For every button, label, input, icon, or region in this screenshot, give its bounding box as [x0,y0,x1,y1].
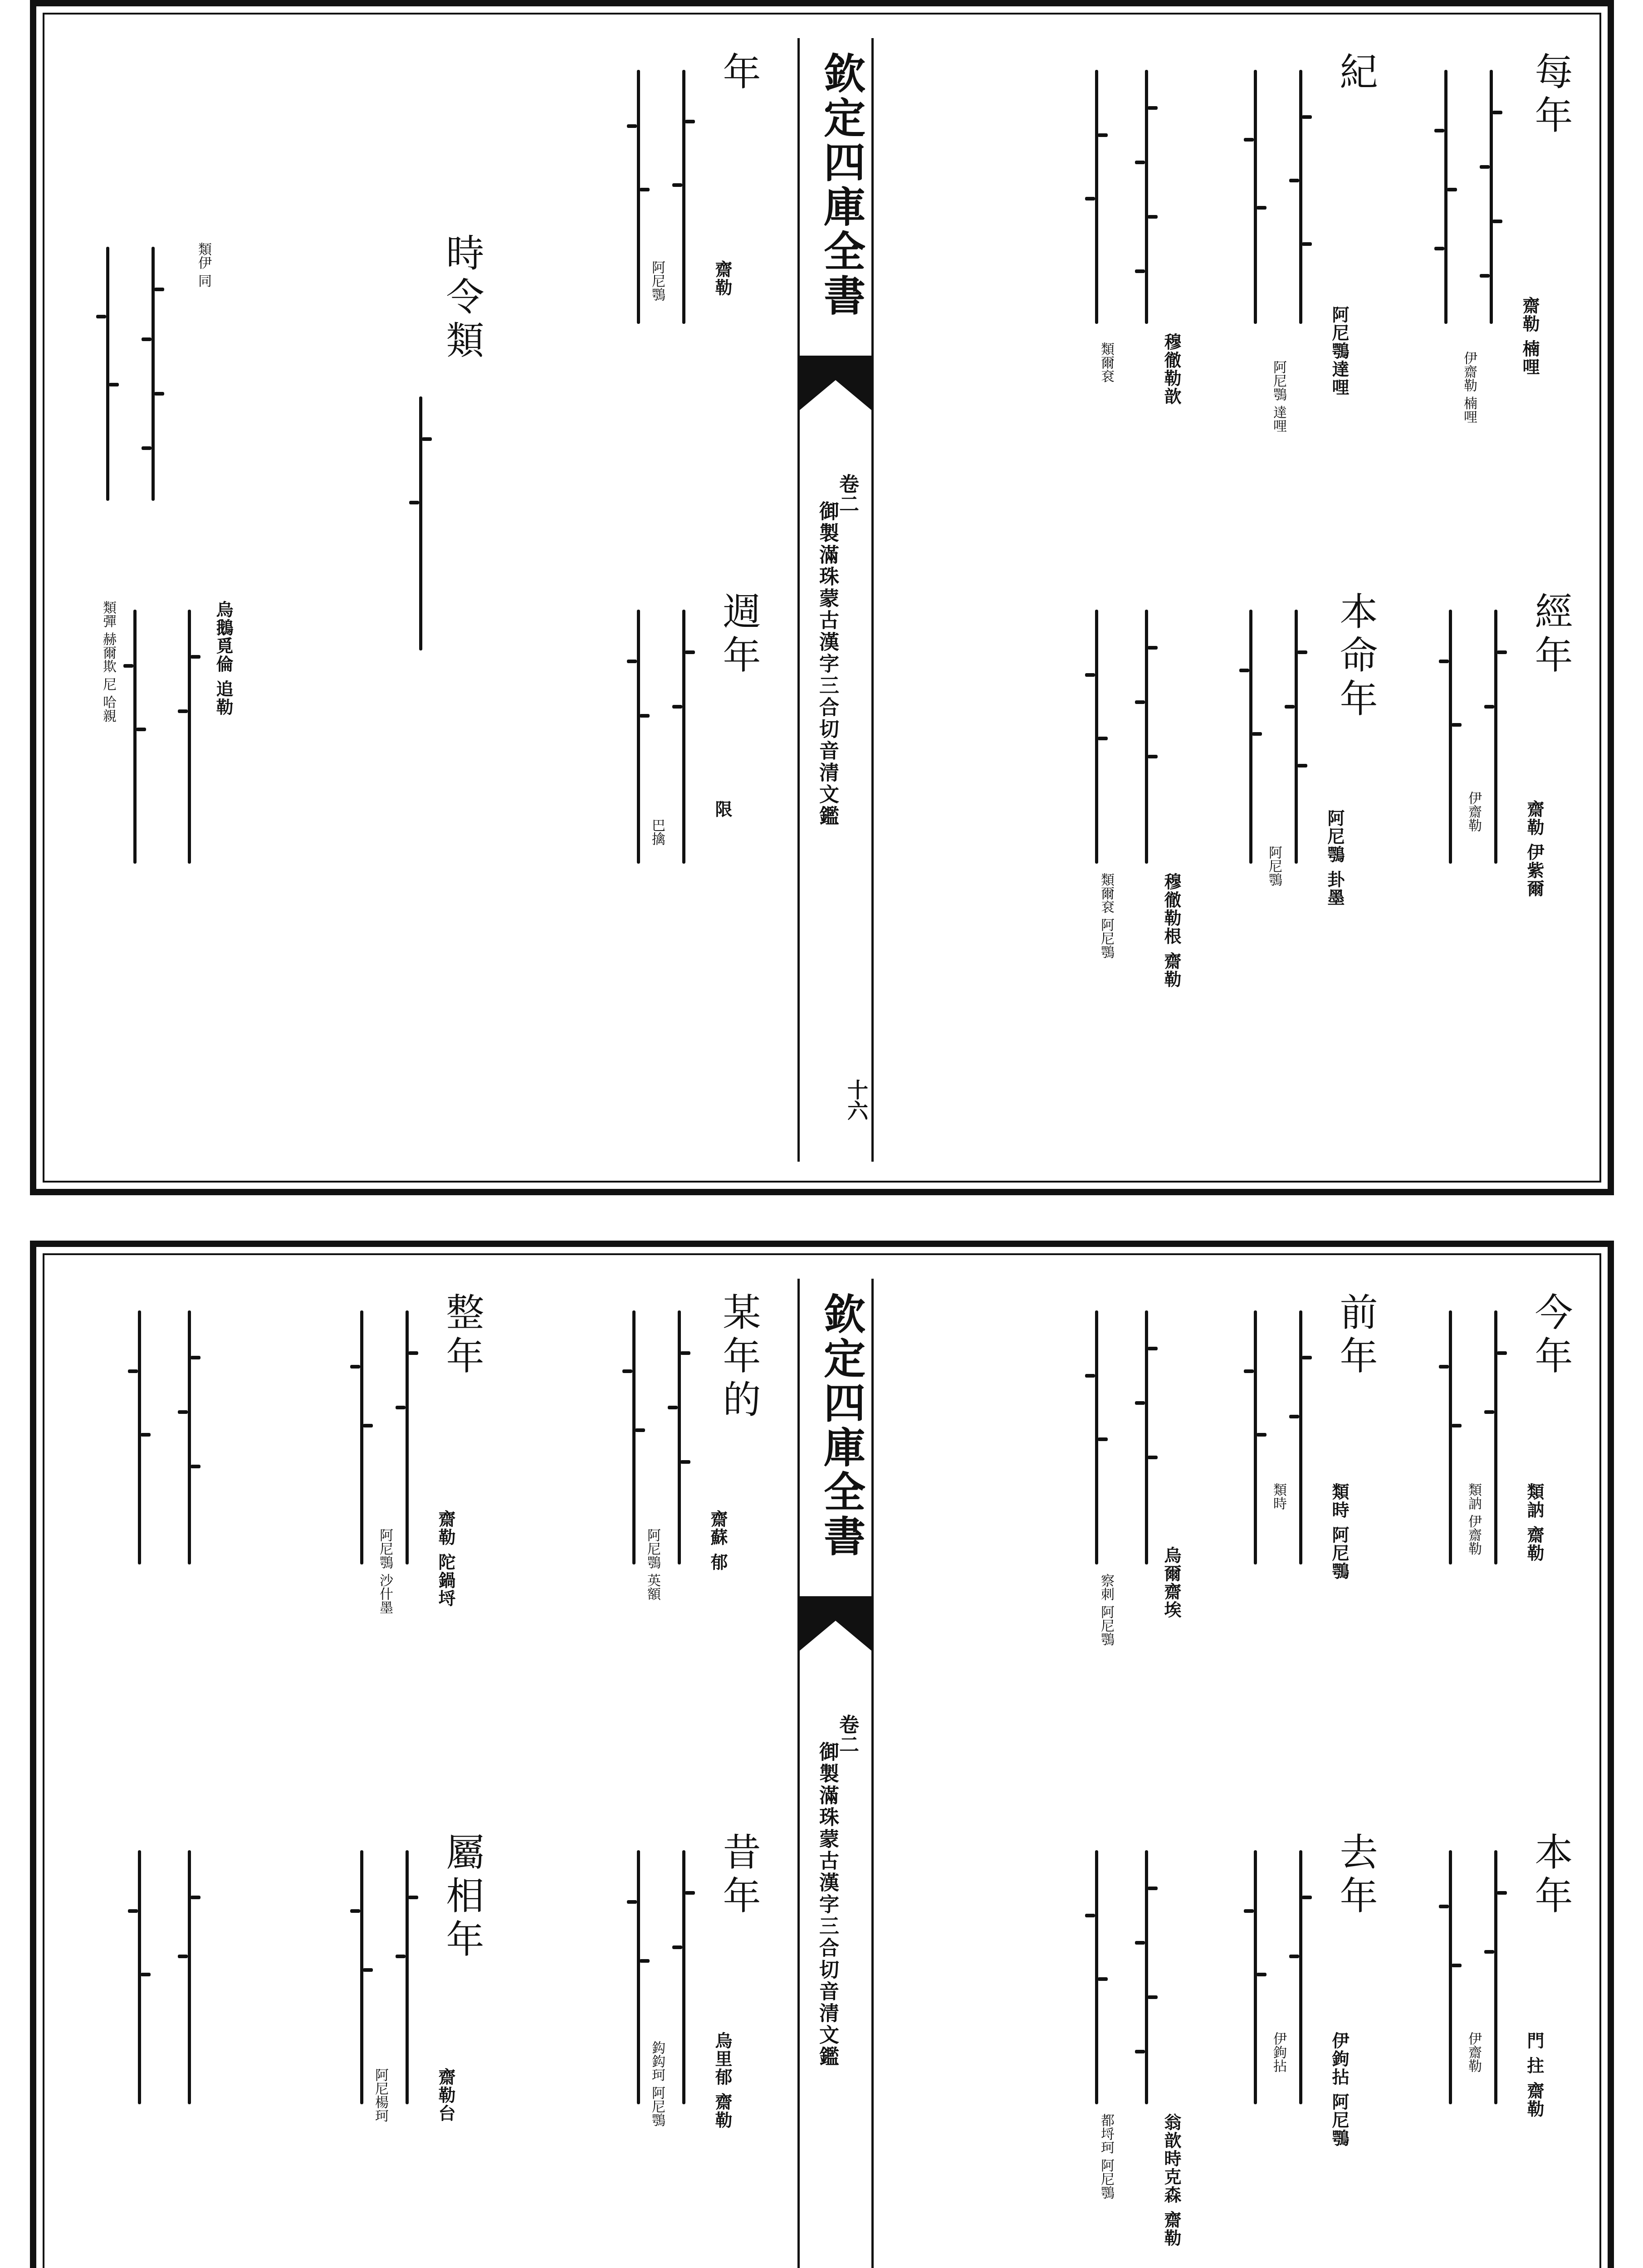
syllable-notes: 類彈 赫爾欺 尼 哈親 [100,601,116,723]
chinese-headword: 經年 [1529,591,1573,679]
syllable-notes: 巴擒 [649,818,665,846]
fishtail-mark [800,1596,871,1651]
series-title: 御製滿珠蒙古漢字三合切音清文鑑 [816,1741,839,2068]
syllable-notes: 阿尼鶚 英額 [645,1528,660,1601]
syllable-notes: 類爾袞 阿尼鶚 [1098,873,1114,959]
dictionary-entry [1433,591,1597,1162]
book-title: 欽定四庫全書 [817,52,866,318]
mongol-script-column [1243,610,1258,864]
manchu-script-column [1139,70,1154,324]
transcription: 烏鵝覓倫 追勒 [213,601,234,717]
mongol-script-column [1089,610,1104,864]
dictionary-entry [345,1832,508,2268]
mongol-script-column [1443,1310,1458,1564]
mongol-script-column [626,1310,641,1564]
mongol-script-column [132,1310,147,1564]
transcription: 類時 阿尼鶚 [1329,1483,1350,1581]
mongol-script-column [1443,1850,1458,2104]
center-margin-column [797,38,874,1162]
chinese-headword: 紀 [1334,52,1378,95]
dictionary-entry [345,52,508,1162]
manchu-script-column [399,1310,415,1564]
dictionary-entry [91,591,254,1162]
transcription: 伊鉤拈 阿尼鶚 [1329,2032,1350,2148]
dictionary-entry [621,591,785,1162]
manchu-script-column [1488,610,1503,864]
mongol-script-column [1089,1310,1104,1564]
book-page-bottom [30,1241,1614,2268]
transcription: 翁歆時克森 齋勒 [1161,2113,1182,2248]
manchu-script-column [1293,1310,1308,1564]
dictionary-entry [1048,1832,1211,2268]
transcription: 阿尼鶚 卦墨 [1325,809,1345,907]
transcription: 類訥 齋勒 [1524,1483,1545,1563]
syllable-notes: 察刺 阿尼鶚 [1098,1574,1114,1646]
manchu-script-column [1139,610,1154,864]
manchu-script-column [676,610,691,864]
manchu-script-column [181,1310,197,1564]
chinese-headword: 每年 [1529,52,1573,139]
syllable-notes: 類訥 伊齋勒 [1466,1483,1482,1555]
mongol-script-column [1438,70,1453,324]
transcription: 齋勒台 [435,2068,456,2122]
chinese-headword: 時令類 [440,233,484,364]
mongol-script-column [100,247,115,501]
mongol-script-column [631,70,646,324]
transcription: 烏爾齋埃 [1161,1546,1182,1619]
manchu-script-column [1483,70,1499,324]
manchu-script-column [676,1850,691,2104]
syllable-notes: 阿尼鶚 沙什墨 [377,1528,393,1614]
transcription: 齋勒 楠哩 [1520,297,1540,376]
fishtail-mark [800,356,871,410]
mongol-script-column [132,1850,147,2104]
syllable-notes: 伊齋勒 楠哩 [1461,351,1477,424]
transcription: 門 拄 齋勒 [1524,2032,1545,2118]
transcription: 阿尼鶚達哩 [1329,306,1350,396]
dictionary-entry [1048,591,1211,1162]
transcription: 烏里郁 齋勒 [712,2032,733,2130]
book-page-top [30,0,1614,1195]
syllable-notes: 伊齋勒 [1466,791,1482,832]
mongol-script-column [354,1310,369,1564]
manchu-script-column [1288,610,1304,864]
chinese-headword: 本命年 [1334,591,1378,722]
manchu-script-column [671,1310,687,1564]
manchu-script-column [676,70,691,324]
syllable-notes: 類伊 同 [196,242,211,288]
syllable-notes: 阿尼鶚 [649,260,665,301]
transcription: 穆徹勒根 齋勒 [1161,873,1182,989]
dictionary-entry [621,1832,785,2268]
chinese-headword: 前年 [1334,1292,1378,1379]
mongol-script-column [1247,1310,1263,1564]
volume-label: 卷二 [836,1714,859,1754]
manchu-script-column [399,1850,415,2104]
folio-number: 十六 [844,1079,869,1121]
chinese-headword: 屬相年 [440,1832,484,1963]
mongol-script-column [1089,70,1104,324]
series-title: 御製滿珠蒙古漢字三合切音清文鑑 [816,501,839,827]
syllable-notes: 阿尼楊珂 [372,2068,388,2122]
mongol-script-column [354,1850,369,2104]
manchu-script-column [181,610,197,864]
chinese-headword: 昔年 [717,1832,761,1919]
manchu-script-column [1139,1850,1154,2104]
manchu-script-column [413,396,428,650]
chinese-headword: 整年 [440,1292,484,1379]
syllable-notes: 鈎鈎珂 阿尼鶚 [649,2041,665,2127]
syllable-notes: 伊鉤拈 [1271,2032,1286,2072]
chinese-headword: 本年 [1529,1832,1573,1919]
transcription: 齋勒 [712,260,733,297]
syllable-notes: 類時 [1271,1483,1286,1510]
mongol-script-column [1247,1850,1263,2104]
transcription: 齋蘇 郁 [708,1510,728,1572]
dictionary-entry [1433,1832,1597,2268]
dictionary-entry [1238,591,1402,1162]
book-title: 欽定四庫全書 [817,1292,866,1559]
chinese-headword: 今年 [1529,1292,1573,1379]
mongol-script-column [127,610,142,864]
mongol-script-column [1443,610,1458,864]
mongol-script-column [1089,1850,1104,2104]
transcription: 限 [712,800,733,818]
mongol-script-column [1247,70,1263,324]
manchu-script-column [181,1850,197,2104]
syllable-notes: 阿尼鶚 達哩 [1271,360,1286,433]
manchu-script-column [1488,1310,1503,1564]
transcription: 齋勒 伊紫爾 [1524,800,1545,898]
volume-label: 卷二 [836,474,859,513]
manchu-script-column [145,247,161,501]
center-margin-column [797,1279,874,2268]
syllable-notes: 伊齋勒 [1466,2032,1482,2072]
mongol-script-column [631,1850,646,2104]
manchu-script-column [1293,70,1308,324]
transcription: 齋勒 陀鍋埒 [435,1510,456,1608]
chinese-headword: 去年 [1334,1832,1378,1919]
transcription: 穆徹勒歆 [1161,333,1182,406]
syllable-notes: 阿尼鶚 [1266,846,1282,886]
manchu-script-column [1139,1310,1154,1564]
chinese-headword: 年 [717,52,761,95]
syllable-notes: 都埒珂 阿尼鶚 [1098,2113,1114,2200]
dictionary-entry [1238,1832,1402,2268]
dictionary-entry [91,1832,254,2268]
mongol-script-column [631,610,646,864]
syllable-notes: 類爾袞 [1098,342,1114,383]
manchu-script-column [1293,1850,1308,2104]
chinese-headword: 週年 [717,591,761,679]
chinese-headword: 某年的 [717,1292,761,1423]
manchu-script-column [1488,1850,1503,2104]
